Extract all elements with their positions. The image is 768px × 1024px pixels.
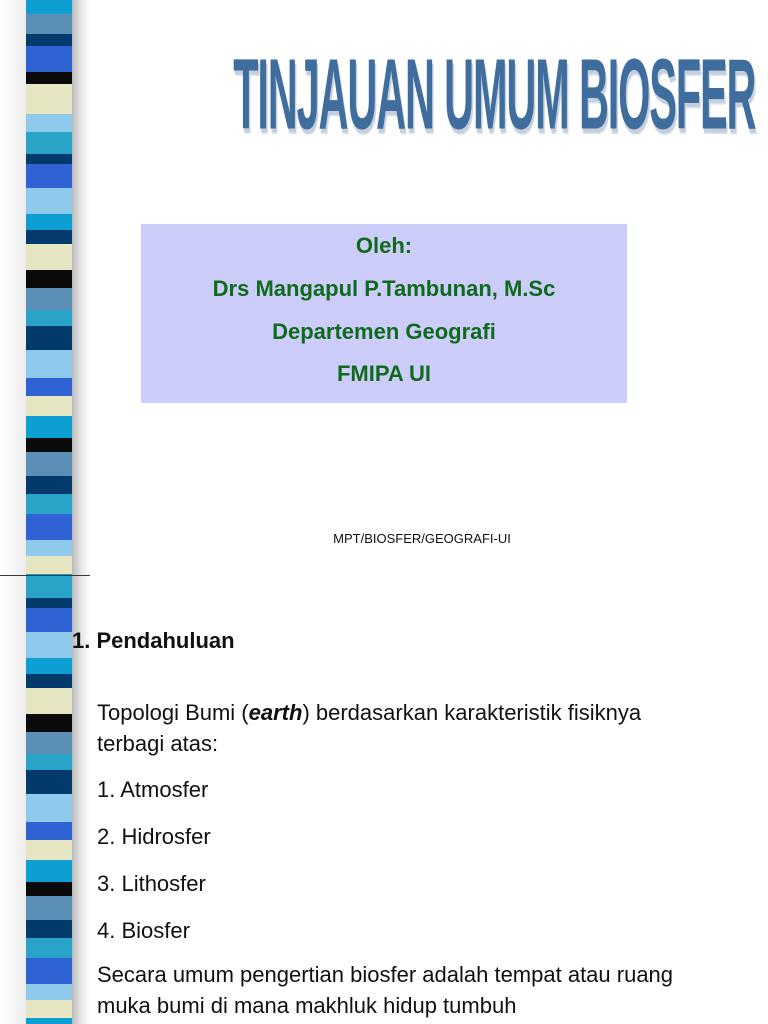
stripe-segment bbox=[26, 882, 72, 896]
stripe-segment bbox=[26, 556, 72, 574]
intro-paragraph bbox=[97, 697, 707, 759]
stripe-segment bbox=[26, 72, 72, 84]
intro-text-start: Topologi Bumi ( bbox=[97, 700, 249, 725]
list-item-biosfer: 4. Biosfer bbox=[97, 918, 190, 943]
stripe-segment bbox=[26, 476, 72, 494]
stripe-segment bbox=[26, 608, 72, 632]
stripe-segment bbox=[26, 214, 72, 230]
stripe-segment bbox=[26, 84, 72, 114]
stripe-segment bbox=[26, 822, 72, 840]
slide-edge-shading bbox=[0, 0, 26, 576]
stripe-segment bbox=[26, 244, 72, 270]
stripe-segment bbox=[26, 1000, 72, 1018]
stripe-segment bbox=[26, 350, 72, 378]
stripe-segment bbox=[26, 310, 72, 326]
list-item-atmosfer: 1. Atmosfer bbox=[97, 777, 209, 802]
stripe-segment bbox=[26, 794, 72, 822]
stripe-segment bbox=[26, 674, 72, 688]
stripe-segment bbox=[26, 230, 72, 244]
intro-text-end: ) berdasarkan karakteristik fisiknya terbagi atas: bbox=[97, 700, 642, 756]
stripe-segment bbox=[26, 754, 72, 770]
author-box bbox=[141, 224, 627, 403]
stripe-segment bbox=[26, 164, 72, 188]
stripe-segment bbox=[26, 984, 72, 1000]
list-item-hidrosfer: 2. Hidrosfer bbox=[97, 824, 211, 849]
stripe-segment bbox=[26, 270, 72, 288]
stripe-segment bbox=[26, 114, 72, 132]
stripe-segment bbox=[26, 658, 72, 674]
stripe-bar-shadow bbox=[72, 0, 90, 576]
stripe-segment bbox=[26, 396, 72, 416]
slide-footer-code: MPT/BIOSFER/GEOGRAFI-UI bbox=[333, 531, 511, 546]
stripe-segment bbox=[26, 154, 72, 164]
list-item-lithosfer: 3. Lithosfer bbox=[97, 871, 206, 896]
stripe-segment bbox=[26, 688, 72, 714]
stripe-segment bbox=[26, 938, 72, 958]
stripe-segment bbox=[26, 452, 72, 476]
stripe-segment bbox=[26, 958, 72, 984]
stripe-segment bbox=[26, 770, 72, 794]
stripe-segment bbox=[26, 598, 72, 608]
stripe-segment bbox=[26, 438, 72, 452]
stripe-segment bbox=[26, 416, 72, 438]
stripe-segment bbox=[26, 920, 72, 938]
stripe-segment bbox=[26, 1018, 72, 1024]
stripe-segment bbox=[26, 576, 72, 598]
stripe-segment bbox=[26, 714, 72, 732]
stripe-segment bbox=[26, 34, 72, 46]
stripe-segment bbox=[26, 0, 72, 14]
section-heading: 1. Pendahuluan bbox=[72, 628, 235, 653]
closing-paragraph: Secara umum pengertian biosfer adalah tempat atau ruang muka bumi di mana makhluk hidup tumbuh bbox=[97, 962, 674, 1018]
stripe-segment bbox=[26, 46, 72, 72]
stripe-segment bbox=[26, 14, 72, 34]
slide-title: TINJAUAN UMUM BIOSFER bbox=[233, 37, 756, 151]
stripe-segment bbox=[26, 840, 72, 860]
stripe-segment bbox=[26, 288, 72, 310]
stripe-segment bbox=[26, 188, 72, 214]
author-faculty: FMIPA UI bbox=[336, 361, 432, 387]
decorative-stripe-bar bbox=[26, 576, 72, 1024]
slide-edge-shading bbox=[0, 576, 26, 1024]
author-label: Oleh: bbox=[355, 233, 413, 258]
stripe-segment bbox=[26, 632, 72, 658]
stripe-segment bbox=[26, 132, 72, 154]
intro-emphasis: earth bbox=[248, 700, 303, 725]
stripe-segment bbox=[26, 896, 72, 920]
stripe-segment bbox=[26, 326, 72, 350]
author-name: Drs Mangapul P.Tambunan, M.Sc bbox=[212, 275, 556, 301]
stripe-segment bbox=[26, 860, 72, 882]
decorative-stripe-bar bbox=[26, 0, 72, 576]
author-department: Departemen Geografi bbox=[272, 318, 496, 344]
slide-2 bbox=[0, 576, 768, 1024]
stripe-segment bbox=[26, 378, 72, 396]
stripe-segment bbox=[26, 732, 72, 754]
stripe-segment bbox=[26, 494, 72, 514]
